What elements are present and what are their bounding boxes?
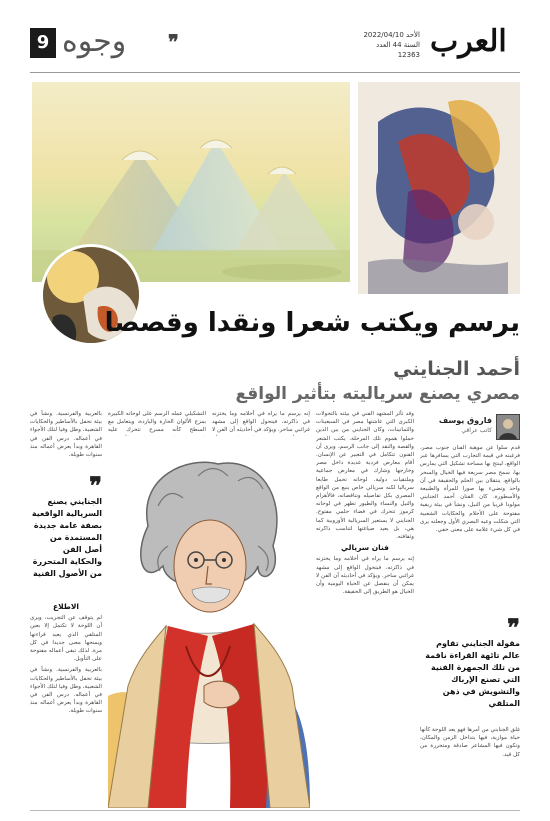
column-paragraph: لم يتوقف عن التجريب، ويرى أن اللوحة لا تكتمل إلا بعين المتلقي الذي يعيد قراءتها ويمنحها معنى جديدا في كل مرة. لذلك تبقى أعماله مفتوحة على التأويل. xyxy=(30,615,102,663)
column-paragraph: بالعربية والفرنسية. ونشأ في بيئة تحفل بالأساطير والحكايات الشعبية، وظل وفيا لتلك الأجواء في أعماله. درس الفن في القاهرة وبدأ يعرض أعماله منذ سنوات طويلة. xyxy=(30,411,102,459)
article-headline: يرسم ويكتب شعرا ونقدا وقصصا xyxy=(104,308,520,338)
pull-quote-right xyxy=(420,613,520,710)
page-number: 9 xyxy=(30,28,56,58)
column-subheading: فنان سريالي xyxy=(341,543,389,553)
issue-date: الأحد 2022/04/10 xyxy=(363,31,420,39)
author-name: فاروق يوسف xyxy=(438,416,492,425)
newspaper-logo: العرب xyxy=(430,24,507,59)
header-rule xyxy=(30,72,520,73)
article-subheadline: مصري يصنع سرياليته بتأثير الواقع xyxy=(235,384,520,404)
column-paragraph: إنه يرسم ما يراه في أحلامه وما يختزنه في ذاكرته، فيتحول الواقع إلى مشهد غرائبي ساحر. ويؤكد في أحاديثه أن الفن لا xyxy=(212,411,310,434)
artist-portrait-illustration xyxy=(108,436,310,808)
column-paragraph: إنه يرسم ما يراه في أحلامه وما يختزنه في ذاكرته، فيتحول الواقع إلى مشهد غرائبي ساحر. ويؤكد في أحاديثه أن الفن لا يمكن أن ينفصل عن الحياة اليومية وأن الخيال هو الطريق إلى الحقيقة. xyxy=(316,556,414,596)
column-paragraph: وقد تأثر المشهد الفني في بيئته بالتحولات الكبرى التي عاشتها مصر في السبعينات والثمانينات، وكان الجنايني من بين الذين حملوا هموم تلك المرحلة. يكتب الشعر والقصة والنقد إلى جانب الرسم، ويرى أن الفنون تتكامل في التعبير عن الإنسان. أقام معارض فردية عديدة داخل مصر وخارجها وشارك في معارض جماعية وملتقيات دولية. لوحاته تحمل طابعا سرياليا لكنه سريالي خاص ينبع من الواقع المصري بكل تفاصيله وتناقضاته، فالأهرام والنيل والنساء والطيور تظهر في لوحاته كرموز تتحرك في فضاء حلمي مفتوح. الجنايني لا يستعير السريالية الأوروبية كما هي، بل يعيد صياغتها لتناسب ذاكرته وثقافته. xyxy=(316,411,414,541)
issue-info xyxy=(360,30,420,60)
article-byline: أحمد الجنايني xyxy=(393,358,520,380)
column-paragraph: غلق الجنايني من أمرها فهو يعد اللوحة كأنها حياة موازية، فيها يتداخل الزمن والمكان، وتكون فيها المشاعر صادقة ومتحررة من كل قيد. xyxy=(420,727,520,758)
abstract-painting xyxy=(358,82,520,294)
quote-icon: ❞ xyxy=(89,471,102,500)
author-photo xyxy=(496,414,520,440)
column-paragraph: بالعربية والفرنسية. ونشأ في بيئة تحفل بالأساطير والحكايات الشعبية، وظل وفيا لتلك الأجواء في أعماله. درس الفن في القاهرة وبدأ يعرض أعماله منذ سنوات طويلة. xyxy=(30,667,102,715)
column-subheading: الاطلاع xyxy=(52,602,80,611)
article-column-5-continued xyxy=(30,600,102,806)
author-box xyxy=(426,414,520,440)
quote-icon: ❞ xyxy=(507,613,520,642)
article-column-1-continued xyxy=(420,726,520,806)
section-quote-icon: ❞ xyxy=(168,30,179,54)
column-paragraph: التشكيلي عمله الرسم على لوحاته الكبيرة بمزج الألوان الحارة والباردة، ويتعامل مع السطح كأنه مسرح تتحرك عليه xyxy=(108,411,206,434)
footer-rule xyxy=(30,810,520,811)
author-role: كاتب عراقي xyxy=(461,427,492,434)
article-column-2 xyxy=(316,410,414,806)
issue-number: السنة 44 العدد 12363 xyxy=(376,41,420,59)
pull-quote-text: الجنايني يصنع السريالية الواقعية بصفة عامة جديدة المستمدة من أصل الفن والحكاية المتحررة من الأصول الفنية xyxy=(31,497,102,578)
pull-quote-left xyxy=(30,471,102,580)
column-paragraph: قدم سلوا عن موهبة الفنان جنوب مصر، فرغبته في قيمة التجارب التي يسافرها عبر الواقع، لينتج بها مساحة تشكيل التي يمارس بها، سمح مصر سريعة فيها الخيال والسحر بالواقع، ينتقلان بين الحلم والحقيقة في آن واحد وتضيء بها صورا للمرأة والطبيعة والأسطورة. كان الفنان أحمد الجنايني مولودا قريبا من النيل، ونشأ في بيئة ريفية مفتوحة على الأحلام والحكايات الشعبية التي شكلت وعيه البصري الأول وجعلته يرى في كل شيء علامة على معنى خفي. xyxy=(420,445,520,534)
masthead xyxy=(0,22,550,70)
section-title: وجوه xyxy=(62,24,127,59)
pull-quote-text: مقولة الجنايني تقاوم عالم تائهة القراءة ناقمة من تلك الجمهرة الفنية التي تصنع الإرباك والتشويش في ذهن المتلقي xyxy=(425,639,520,708)
